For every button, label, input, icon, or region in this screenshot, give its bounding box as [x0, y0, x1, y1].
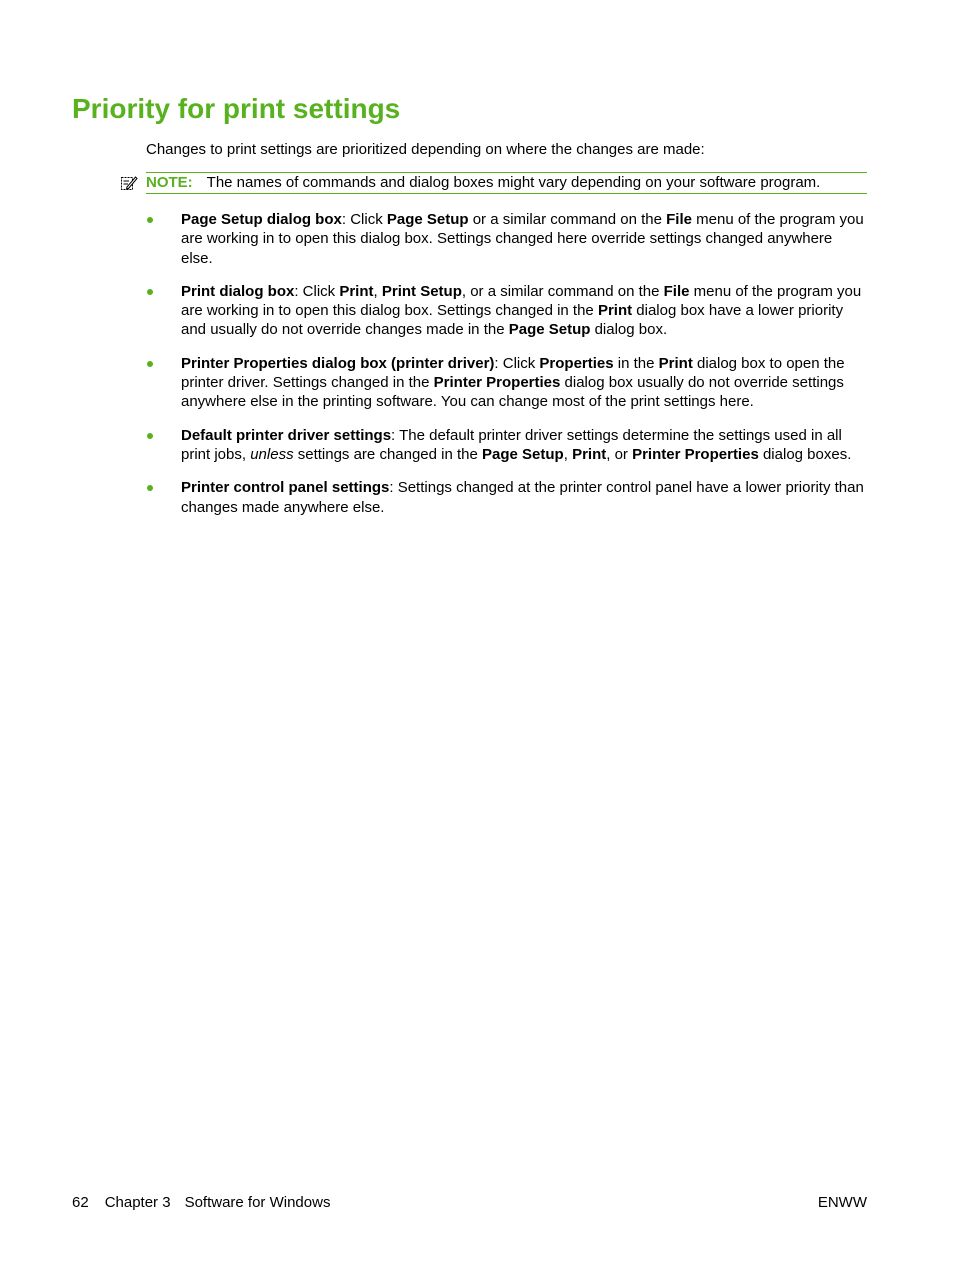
text-run: : Click — [341, 211, 387, 228]
text-run: in the — [613, 354, 659, 372]
text-run: settings are changed in the — [293, 445, 483, 463]
bullet-dot-icon — [147, 485, 153, 491]
text-run: : Settings changed at the printer control panel have a lower priority than changes made anywhere else. — [181, 479, 864, 516]
text-run: menu of the program you are working in to open this dialog box. Settings changed here override settings changed anywhere else. — [181, 211, 864, 267]
list-item — [146, 282, 867, 340]
list-item-text — [181, 479, 864, 515]
text-run: , or — [606, 445, 633, 463]
page-title: Priority for print settings — [72, 93, 401, 124]
list-item — [146, 210, 867, 268]
text-run: menu of the program you are working in to open this dialog box. Settings changed in the — [181, 282, 862, 320]
text-run: : The default printer driver settings determine the settings used in all print jobs, — [181, 426, 842, 463]
footer-right-label: ENWW — [817, 1194, 867, 1211]
list-item — [146, 426, 867, 465]
text-run: dialog box usually do not override settings anywhere else in the printing software. You can change most of the print settings here. — [181, 374, 844, 411]
list-item — [146, 478, 867, 517]
text-run: Print — [597, 302, 633, 320]
text-run: : Click — [494, 354, 540, 372]
text-run: , — [563, 445, 573, 463]
text-run: Printer control panel settings — [181, 479, 390, 497]
list-item-text — [181, 427, 851, 463]
note-bottom-rule — [146, 193, 867, 194]
text-run: Page Setup — [508, 321, 591, 339]
text-run: Page Setup dialog box — [181, 211, 342, 228]
footer-section: Software for Windows — [184, 1194, 331, 1211]
list-item-text — [181, 283, 861, 339]
text-run: : Click — [294, 282, 340, 300]
text-run: , or a similar command on the — [461, 282, 664, 300]
text-run: Page Setup — [386, 211, 469, 228]
note-pencil-icon — [120, 175, 138, 191]
footer-left — [72, 1193, 330, 1212]
text-run: dialog box. — [590, 321, 668, 339]
list-item-text — [181, 211, 864, 267]
text-run: Printer Properties — [433, 374, 561, 392]
bullet-dot-icon — [147, 361, 153, 367]
text-run: Printer Properties — [632, 445, 759, 463]
bullet-dot-icon — [147, 217, 153, 223]
list-item — [146, 354, 867, 412]
footer-page-number: 62 — [72, 1194, 89, 1211]
text-run: Properties — [539, 354, 614, 372]
text-run: dialog box have a lower priority and usually do not override changes made in the — [181, 302, 844, 339]
note-label: NOTE: — [146, 174, 193, 191]
text-run: File — [663, 282, 690, 300]
settings-bullet-list — [146, 210, 867, 531]
text-run: , — [373, 282, 382, 300]
bullet-dot-icon — [147, 289, 153, 295]
text-run: File — [666, 211, 692, 228]
text-run: dialog box to open the printer driver. Settings changed in the — [181, 354, 845, 392]
footer-chapter: Chapter 3 — [104, 1194, 171, 1211]
text-run: Default printer driver settings — [181, 426, 392, 444]
note-box — [118, 172, 867, 194]
text-run: unless — [250, 445, 294, 463]
text-run: or a similar command on the — [468, 211, 667, 228]
text-run: dialog boxes. — [758, 445, 852, 463]
text-run: Print — [572, 445, 607, 463]
text-run: Print dialog box — [181, 282, 295, 300]
note-body: The names of commands and dialog boxes might vary depending on your software program. — [206, 174, 821, 191]
text-run: Printer Properties dialog box (printer driver) — [181, 354, 495, 372]
list-item-text — [181, 355, 845, 411]
intro-paragraph: Changes to print settings are prioritized depending on where the changes are made: — [146, 141, 705, 158]
note-text — [146, 173, 820, 192]
text-run: Print — [658, 354, 693, 372]
text-run: Page Setup — [482, 445, 564, 463]
text-run: Print — [339, 282, 374, 300]
text-run: Print Setup — [381, 282, 462, 300]
bullet-dot-icon — [147, 433, 153, 439]
